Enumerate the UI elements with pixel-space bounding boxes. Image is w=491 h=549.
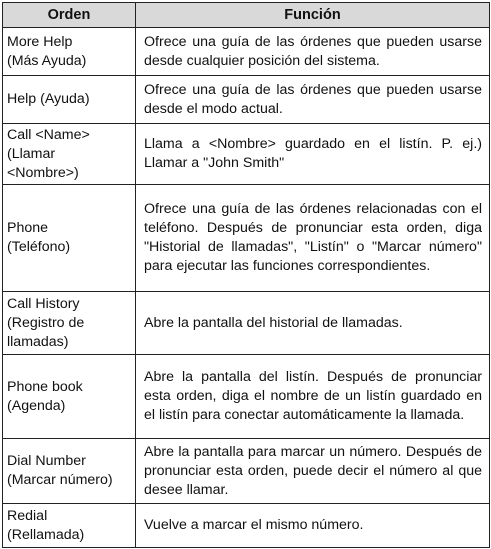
table-row [3,439,490,504]
table-row [3,355,490,439]
header-funcion: Función [136,3,490,28]
command-text: Help (Ayuda) [7,91,90,107]
table-header-row [3,3,490,28]
table-row [3,28,490,76]
command-text: Call <Name> (Llamar <Nombre>) [7,126,90,181]
function-text: Abre la pantalla del listín. Después de pronunciar esta orden, diga el nombre de un listín guardado en el listín para conectar automáticamente la llamada. [144,369,482,423]
table-row [3,292,490,355]
table-row [3,124,490,185]
function-text: Abre la pantalla del historial de llamadas. [144,314,403,331]
function-cell [136,76,490,124]
function-cell [136,504,490,548]
command-cell [3,439,136,504]
function-text: Abre la pantalla para marcar un número. Después de pronunciar esta orden, puede decir el número al que desee llamar. [144,443,482,498]
function-cell [136,185,490,292]
command-text: Phone book (Agenda) [7,378,83,414]
function-text: Vuelve a marcar el mismo número. [144,517,364,533]
command-cell [3,185,136,292]
voice-commands-table [2,2,490,548]
command-cell [3,124,136,185]
command-text: Phone (Teléfono) [7,220,71,255]
function-text: Ofrece una guía de las órdenes que pueden usarse desde cualquier posición del sistema. [144,33,482,69]
commands-table-container [2,2,489,548]
function-cell [136,292,490,355]
function-text: Llama a <Nombre> guardado en el listín. P. ej.) Llamar a "John Smith" [144,136,482,171]
table-row [3,76,490,124]
function-text: Ofrece una guía de las órdenes relacionadas con el teléfono. Después de pronunciar esta orden, diga "Historial de llamadas", "Listín" o "Marcar número" para ejecutar las funciones correspondientes. [144,201,482,274]
function-text: Ofrece una guía de las órdenes que pueden usarse desde el modo actual. [144,81,482,117]
table-row [3,504,490,548]
command-cell [3,76,136,124]
header-orden: Orden [3,3,136,28]
command-text: Call History (Registro de llamadas) [7,295,85,350]
command-text: More Help (Más Ayuda) [7,33,87,69]
function-cell [136,439,490,504]
command-cell [3,504,136,548]
table-row [3,185,490,292]
command-cell [3,355,136,439]
command-cell [3,292,136,355]
command-text: Redial (Rellamada) [7,507,85,543]
function-cell [136,124,490,185]
command-cell [3,28,136,76]
function-cell [136,28,490,76]
command-text: Dial Number (Marcar número) [7,453,113,488]
function-cell [136,355,490,439]
